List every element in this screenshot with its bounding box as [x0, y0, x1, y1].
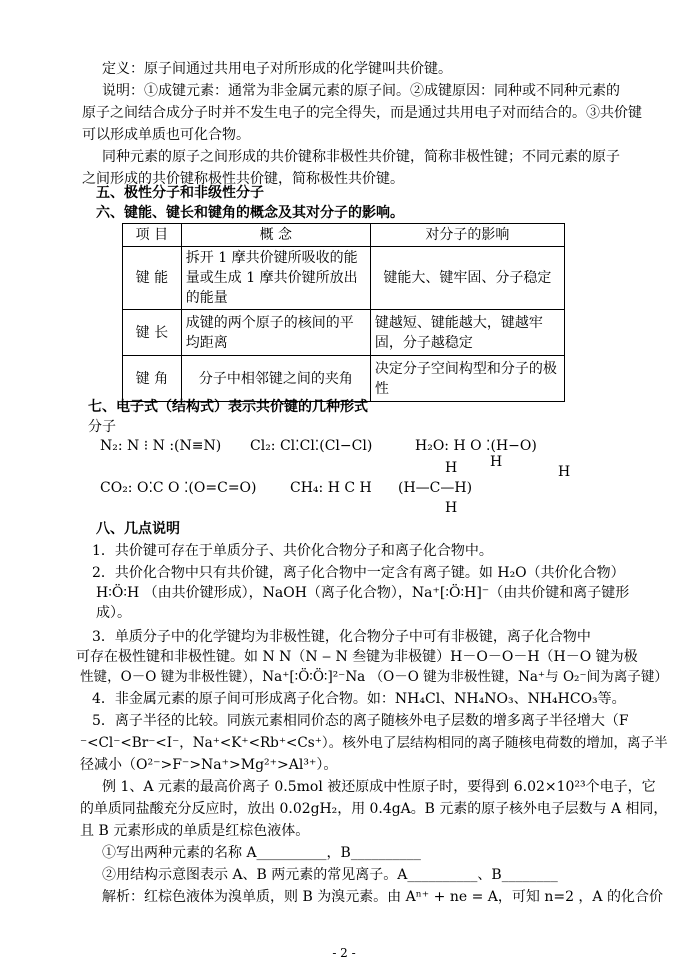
table-cell-effect: 键越短、键能越大，键越牢固，分子越稳定: [370, 310, 564, 356]
table-cell-effect: 键能大、键牢固、分子稳定: [370, 247, 564, 310]
formula-h2o-h-lewis: H: [490, 454, 503, 470]
formula-ch4-top: H: [445, 460, 458, 476]
page-number: - 2 -: [332, 946, 356, 960]
bond-parameters-table: [122, 223, 565, 402]
point-1: 1．共价键可存在于单质分子、共价化合物分子和离子化合物中。: [92, 543, 493, 559]
table-cell-concept: 拆开 1 摩共价键所吸收的能量或生成 1 摩共价键所放出的能量: [181, 247, 370, 310]
formula-cl2: Cl₂: Cl⁚Cl⁚(Cl−Cl): [250, 438, 373, 454]
table-cell-item: 键 角: [123, 356, 182, 402]
table-cell-concept: 成键的两个原子的核间的平均距离: [181, 310, 370, 356]
definition-text: 定义：原子间通过共用电子对所形成的化学键叫共价键。: [102, 61, 452, 77]
point-2-line-2: H∶Ö∶H （由共价键形成），NaOH（离子化合物），Na⁺[∶Ö∶H]⁻（由共价键和离子键形: [96, 585, 630, 601]
table-cell-item: 键 长: [123, 310, 182, 356]
point-5-line-3: 径减小（O²⁻>F⁻>Na⁺>Mg²⁺>Al³⁺）。: [80, 757, 338, 773]
table-cell-item: 键 能: [123, 247, 182, 310]
analysis-text: 解析：红棕色液体为溴单质，则 B 为溴元素。由 Aⁿ⁺ + ne = A，可知 n=2 ，A 的化合价: [102, 889, 663, 905]
polar-line-1: 同种元素的原子之间形成的共价键称非极性共价键，简称非极性键；不同元素的原子: [102, 149, 620, 165]
formula-h2o-h-struct: H: [558, 464, 571, 480]
table-cell-concept: 分子中相邻键之间的夹角: [181, 356, 370, 402]
note-line-1: 说明：①成键元素：通常为非金属元素的原子间。②成键原因：同种或不同种元素的: [102, 83, 620, 99]
molecule-label: 分子: [88, 419, 116, 435]
formula-ch4-struct: (H—C—H): [398, 480, 473, 496]
note-line-2: 原子之间结合成分子时并不发生电子的完全得失，而是通过共用电子对而结合的。③共价键: [82, 105, 642, 121]
example-1-line-3: 且 B 元素形成的单质是红棕色液体。: [80, 823, 310, 839]
point-2-line-3: 成）。: [96, 605, 131, 621]
section-heading-8: 八、几点说明: [96, 521, 180, 537]
formula-n2: N₂: N ⁝ N :(N≡N): [100, 438, 222, 454]
point-3-line-2: 可存在极性键和非极性键。如 N N（N ‒ N 叁键为非极键）H－O－O－H（H－O 键为极: [76, 649, 638, 665]
question-1: ①写出两种元素的名称 A__________，B__________: [102, 845, 421, 861]
section-heading-6: 六、键能、键长和键角的概念及其对分子的影响。: [96, 205, 404, 221]
table-header-effect: 对分子的影响: [370, 224, 564, 247]
example-1-line-2: 的单质同盐酸充分反应时，放出 0.02gH₂，用 0.4gA。B 元素的原子核外电子层数与 A 相同，: [80, 801, 668, 817]
polar-line-2: 之间形成的共价键称极性共价键，简称极性共价键。: [82, 171, 404, 187]
question-2: ②用结构示意图表示 A、B 两元素的常见离子。A__________、B________: [102, 867, 558, 883]
note-line-3: 可以形成单质也可化合物。: [82, 127, 250, 143]
point-5-line-1: 5．离子半径的比较。同族元素相同价态的离子随核外电子层数的增多离子半径增大（F: [92, 713, 629, 729]
formula-co2: CO₂: O⁚C O ⁚(O=C=O): [100, 480, 257, 496]
formula-ch4-bottom: H: [445, 500, 458, 516]
table-header-item: 项 目: [123, 224, 182, 247]
section-heading-5: 五、极性分子和非级性分子: [96, 185, 264, 201]
table-row: [123, 310, 565, 356]
table-header-concept: 概 念: [181, 224, 370, 247]
table-header-row: [123, 224, 565, 247]
table-row: [123, 356, 565, 402]
point-4: 4．非金属元素的原子间可形成离子化合物。如：NH₄Cl、NH₄NO₃、NH₄HCO₃等。: [92, 691, 626, 707]
point-2-line-1: 2．共价化合物中只有共价键，离子化合物中一定含有离子键。如 H₂O（共价化合物）: [92, 565, 625, 581]
example-1-line-1: 例 1、A 元素的最高价离子 0.5mol 被还原成中性原子时，要得到 6.02×10²³个电子，它: [102, 779, 656, 795]
point-3-line-1: 3．单质分子中的化学键均为非极性键，化合物分子中可有非极键，离子化合物中: [92, 629, 591, 645]
table-row: [123, 247, 565, 310]
formula-ch4: CH₄: H C H: [290, 480, 372, 496]
point-3-line-3: 性键，O－O 键为非极性键），Na⁺[∶Ö∶Ö∶]²⁻Na （O－O 键为非极性键，Na⁺与 O₂⁻间为离子键）: [80, 669, 668, 685]
formula-h2o: H₂O: H O ⁚(H−O): [415, 438, 537, 454]
section-heading-7: 七、电子式（结构式）表示共价键的几种形式: [88, 399, 368, 415]
point-5-line-2: ⁻<Cl⁻<Br⁻<I⁻，Na⁺<K⁺<Rb⁺<Cs⁺）。核外电了层结构相同的离子随核电荷数的增加，离子半: [80, 735, 668, 751]
table-cell-effect: 决定分子空间构型和分子的极性: [370, 356, 564, 402]
